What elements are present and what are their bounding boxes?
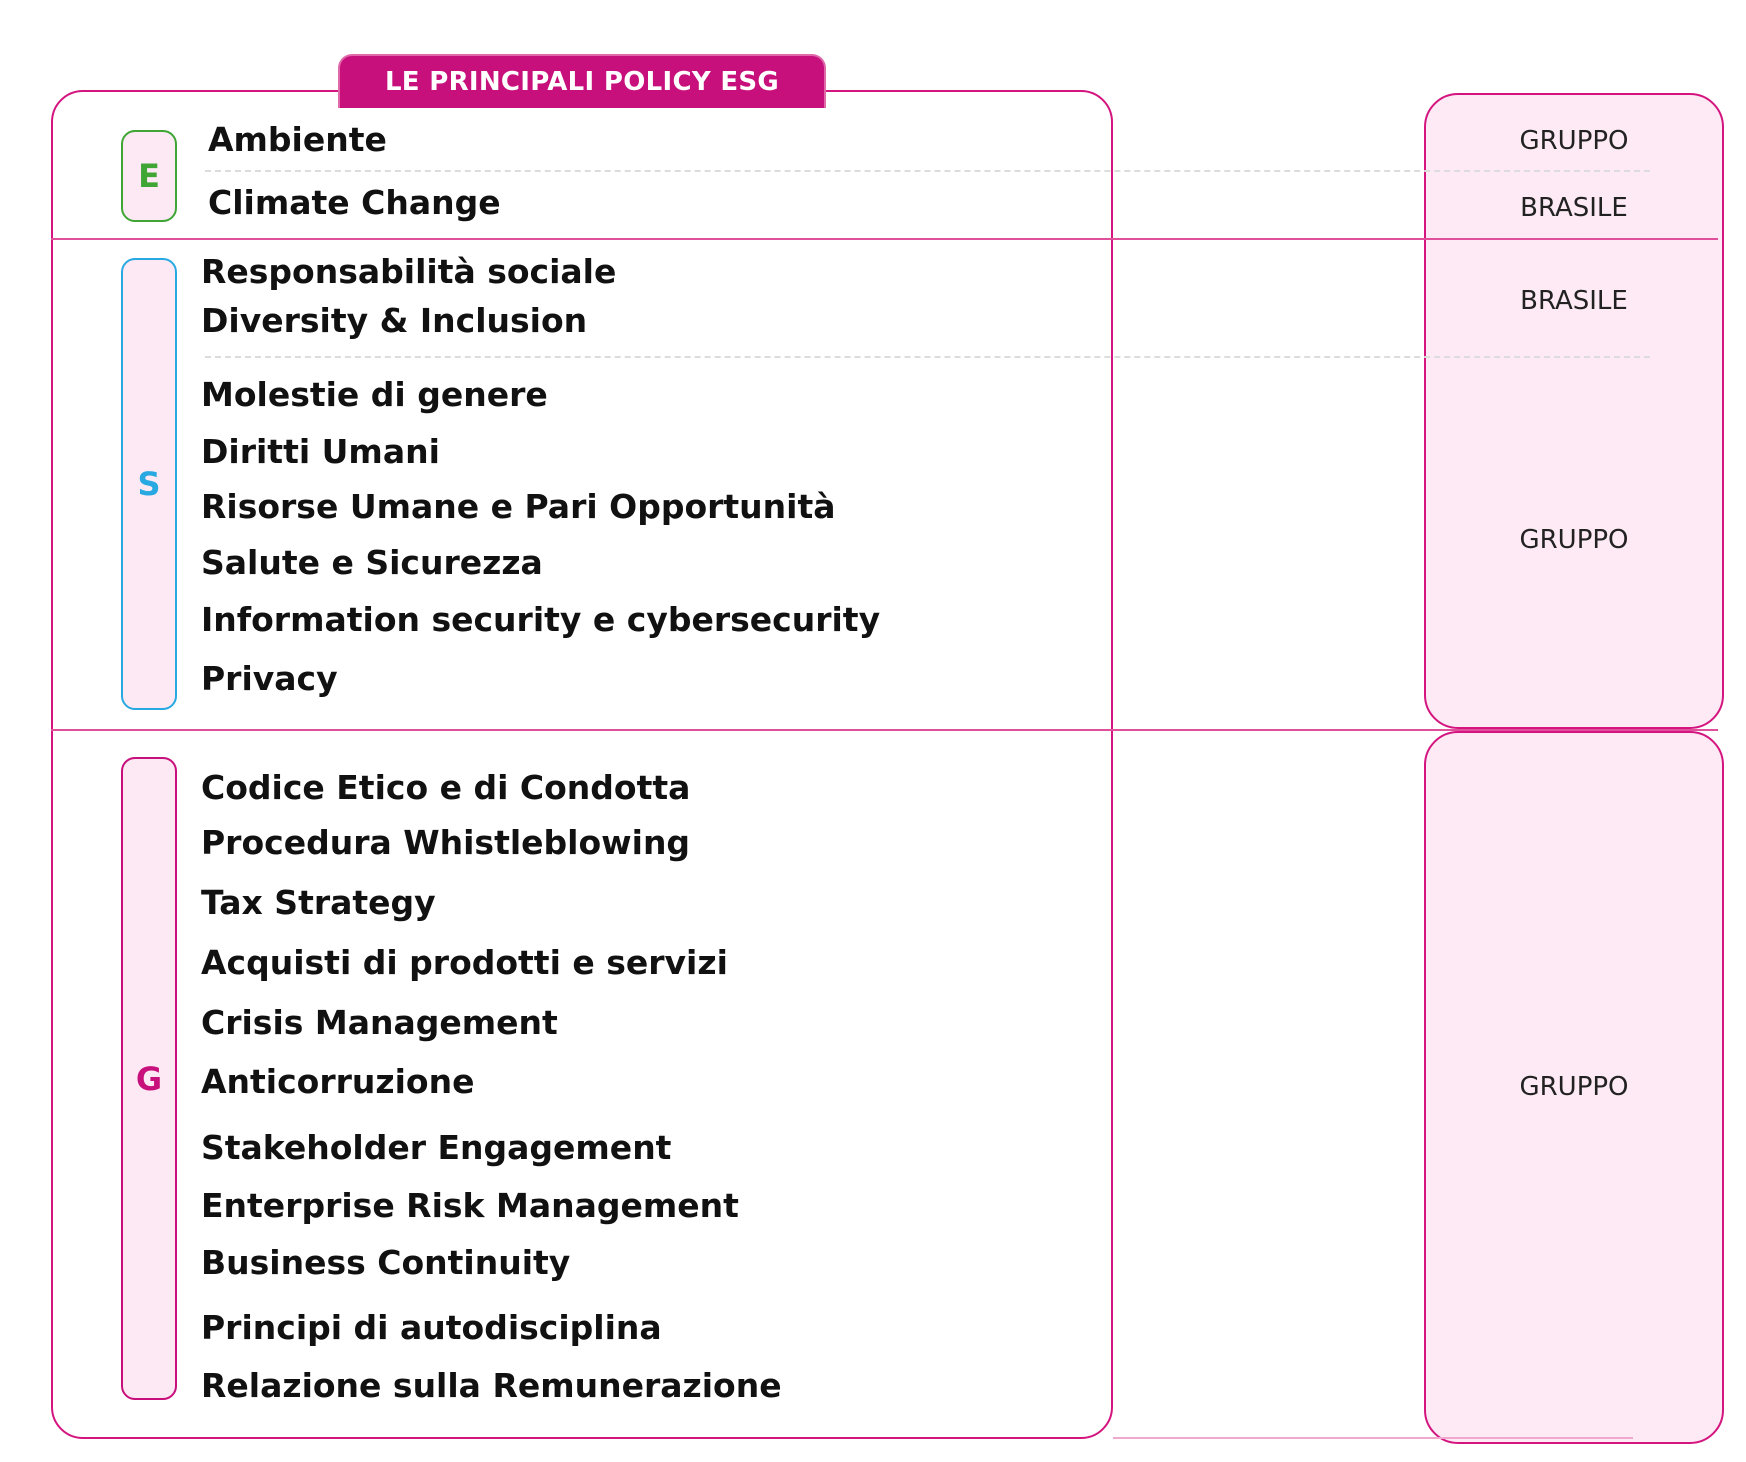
policy-item: Salute e Sicurezza	[201, 543, 543, 582]
policy-item: Privacy	[201, 659, 338, 698]
policy-item: Diritti Umani	[201, 432, 440, 471]
scope-label: BRASILE	[1520, 193, 1628, 223]
policy-item: Tax Strategy	[201, 883, 436, 922]
policy-item: Principi di autodisciplina	[201, 1308, 662, 1347]
policy-item: Enterprise Risk Management	[201, 1186, 739, 1225]
policy-item: Business Continuity	[201, 1243, 571, 1282]
policy-item: Molestie di genere	[201, 375, 548, 414]
page-title: LE PRINCIPALI POLICY ESG	[338, 54, 826, 108]
policy-item: Ambiente	[208, 120, 387, 159]
policy-item: Information security e cybersecurity	[201, 600, 881, 639]
policy-item: Climate Change	[208, 183, 501, 222]
dashed-separator-environment	[205, 170, 1650, 172]
policy-item: Procedura Whistleblowing	[201, 823, 691, 862]
environment-badge	[121, 130, 177, 222]
policy-item: Risorse Umane e Pari Opportunità	[201, 487, 836, 526]
policy-item: Diversity & Inclusion	[201, 301, 588, 340]
policy-item: Relazione sulla Remunerazione	[201, 1366, 782, 1405]
social-badge	[121, 258, 177, 710]
policy-item: Codice Etico e di Condotta	[201, 768, 691, 807]
environment-letter: E	[138, 157, 160, 195]
policy-item: Acquisti di prodotti e servizi	[201, 943, 728, 982]
separator-e-s	[51, 238, 1718, 240]
dashed-separator-social	[205, 356, 1650, 358]
policy-item: Crisis Management	[201, 1003, 558, 1042]
scope-label: BRASILE	[1520, 286, 1628, 316]
policy-item: Responsabilità sociale	[201, 252, 617, 291]
policy-item: Stakeholder Engagement	[201, 1128, 672, 1167]
scope-label: GRUPPO	[1519, 525, 1629, 555]
separator-s-g	[51, 729, 1718, 731]
separator-bottom	[1113, 1437, 1633, 1439]
policy-panel	[51, 90, 1113, 1439]
governance-badge	[121, 757, 177, 1400]
social-letter: S	[137, 465, 161, 503]
scope-label: GRUPPO	[1519, 1072, 1629, 1102]
scope-box-upper	[1424, 93, 1724, 729]
policy-item: Anticorruzione	[201, 1062, 475, 1101]
scope-label: GRUPPO	[1519, 126, 1629, 156]
governance-letter: G	[135, 1059, 163, 1098]
